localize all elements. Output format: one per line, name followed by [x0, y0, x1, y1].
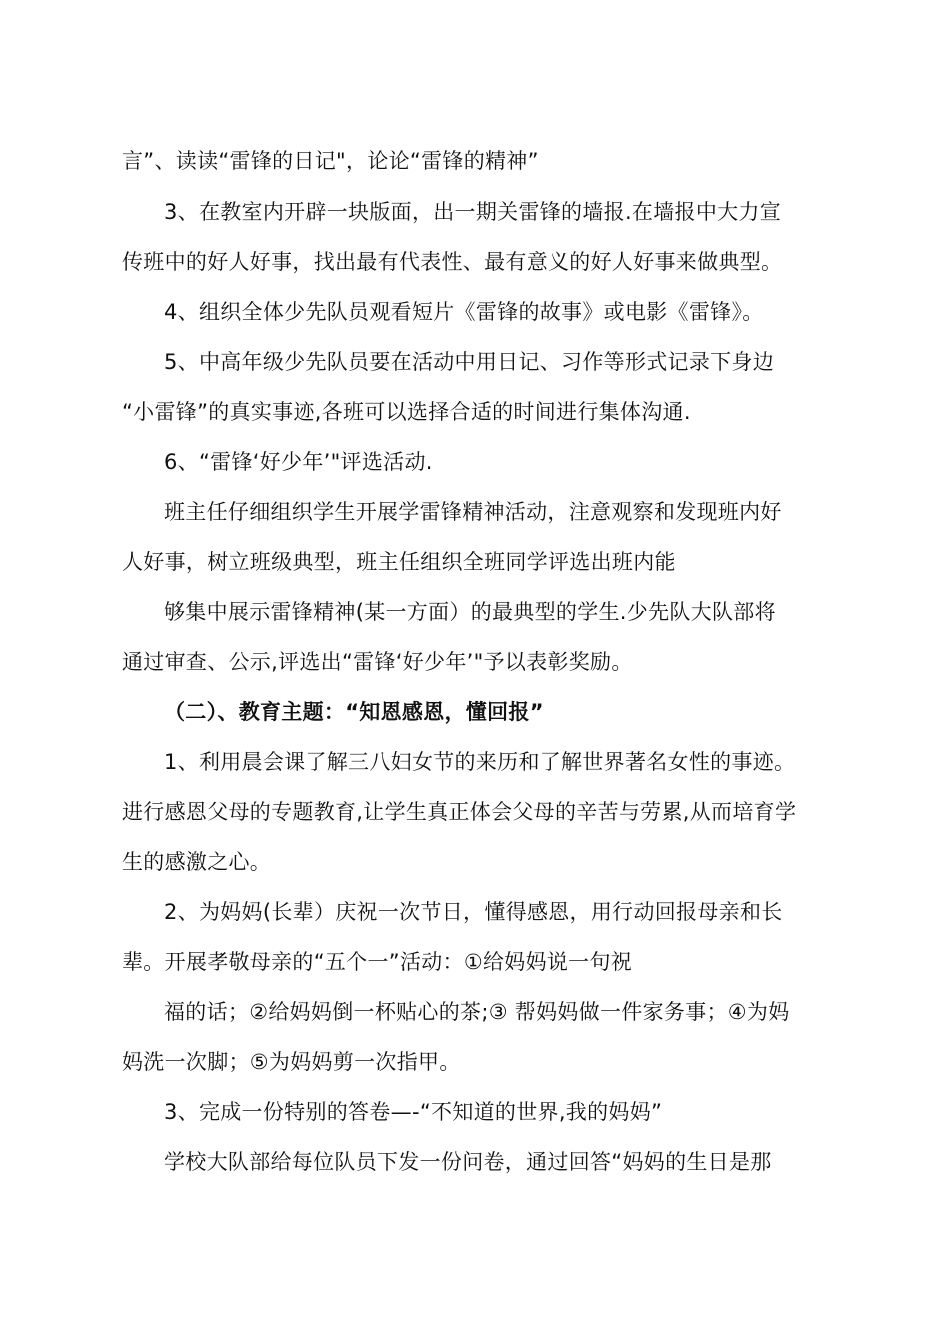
text-line: 进行感恩父母的专题教育,让学生真正体会父母的辛苦与劳累,从而培育学 — [122, 800, 797, 824]
text-line: 1、利用晨会课了解三八妇女节的来历和了解世界著名女性的事迹。 — [164, 750, 796, 774]
text-line: 通过审查、公示,评选出“雷锋‘好少年’"予以表彰奖励。 — [122, 650, 633, 674]
text-line: 人好事，树立班级典型，班主任组织全班同学评选出班内能 — [122, 550, 676, 574]
text-line: 学校大队部给每位队员下发一份问卷，通过回答“妈妈的生日是那 — [164, 1150, 772, 1174]
text-line: 3、在教室内开辟一块版面，出一期关雷锋的墙报.在墙报中大力宣 — [164, 200, 782, 224]
text-line: 妈洗一次脚；⑤为妈妈剪一次指甲。 — [122, 1050, 461, 1074]
text-line: 传班中的好人好事，找出最有代表性、最有意义的好人好事来做典型。 — [122, 250, 783, 274]
text-line: 生的感激之心。 — [122, 850, 272, 874]
text-line: 福的话；②给妈妈倒一杯贴心的茶;③ 帮妈妈做一件家务事；④为妈 — [164, 1000, 790, 1024]
text-line: 6、“雷锋‘好少年’"评选活动. — [164, 450, 433, 474]
text-line: 够集中展示雷锋精神(某一方面）的最典型的学生.少先队大队部将 — [164, 600, 776, 624]
text-line: 言”、读读“雷锋的日记"，论论“雷锋的精神” — [122, 149, 539, 173]
text-line: 3、完成一份特别的答卷—-“不知道的世界,我的妈妈” — [164, 1100, 663, 1124]
text-line: 5、中高年级少先队员要在活动中用日记、习作等形式记录下身边 — [164, 350, 775, 374]
section-heading: （二）、教育主题：“知恩感恩，懂回报” — [164, 700, 544, 724]
text-line: 2、为妈妈(长辈）庆祝一次节日，懂得感恩，用行动回报母亲和长 — [164, 900, 783, 924]
text-line: “小雷锋”的真实事迹,各班可以选择合适的时间进行集体沟通. — [122, 400, 691, 424]
text-line: 辈。开展孝敬母亲的“五个一”活动：①给妈妈说一句祝 — [122, 950, 633, 974]
text-line: 4、组织全体少先队员观看短片《雷锋的故事》或电影《雷锋》。 — [164, 300, 764, 324]
text-line: 班主任仔细组织学生开展学雷锋精神活动，注意观察和发现班内好 — [164, 500, 782, 524]
